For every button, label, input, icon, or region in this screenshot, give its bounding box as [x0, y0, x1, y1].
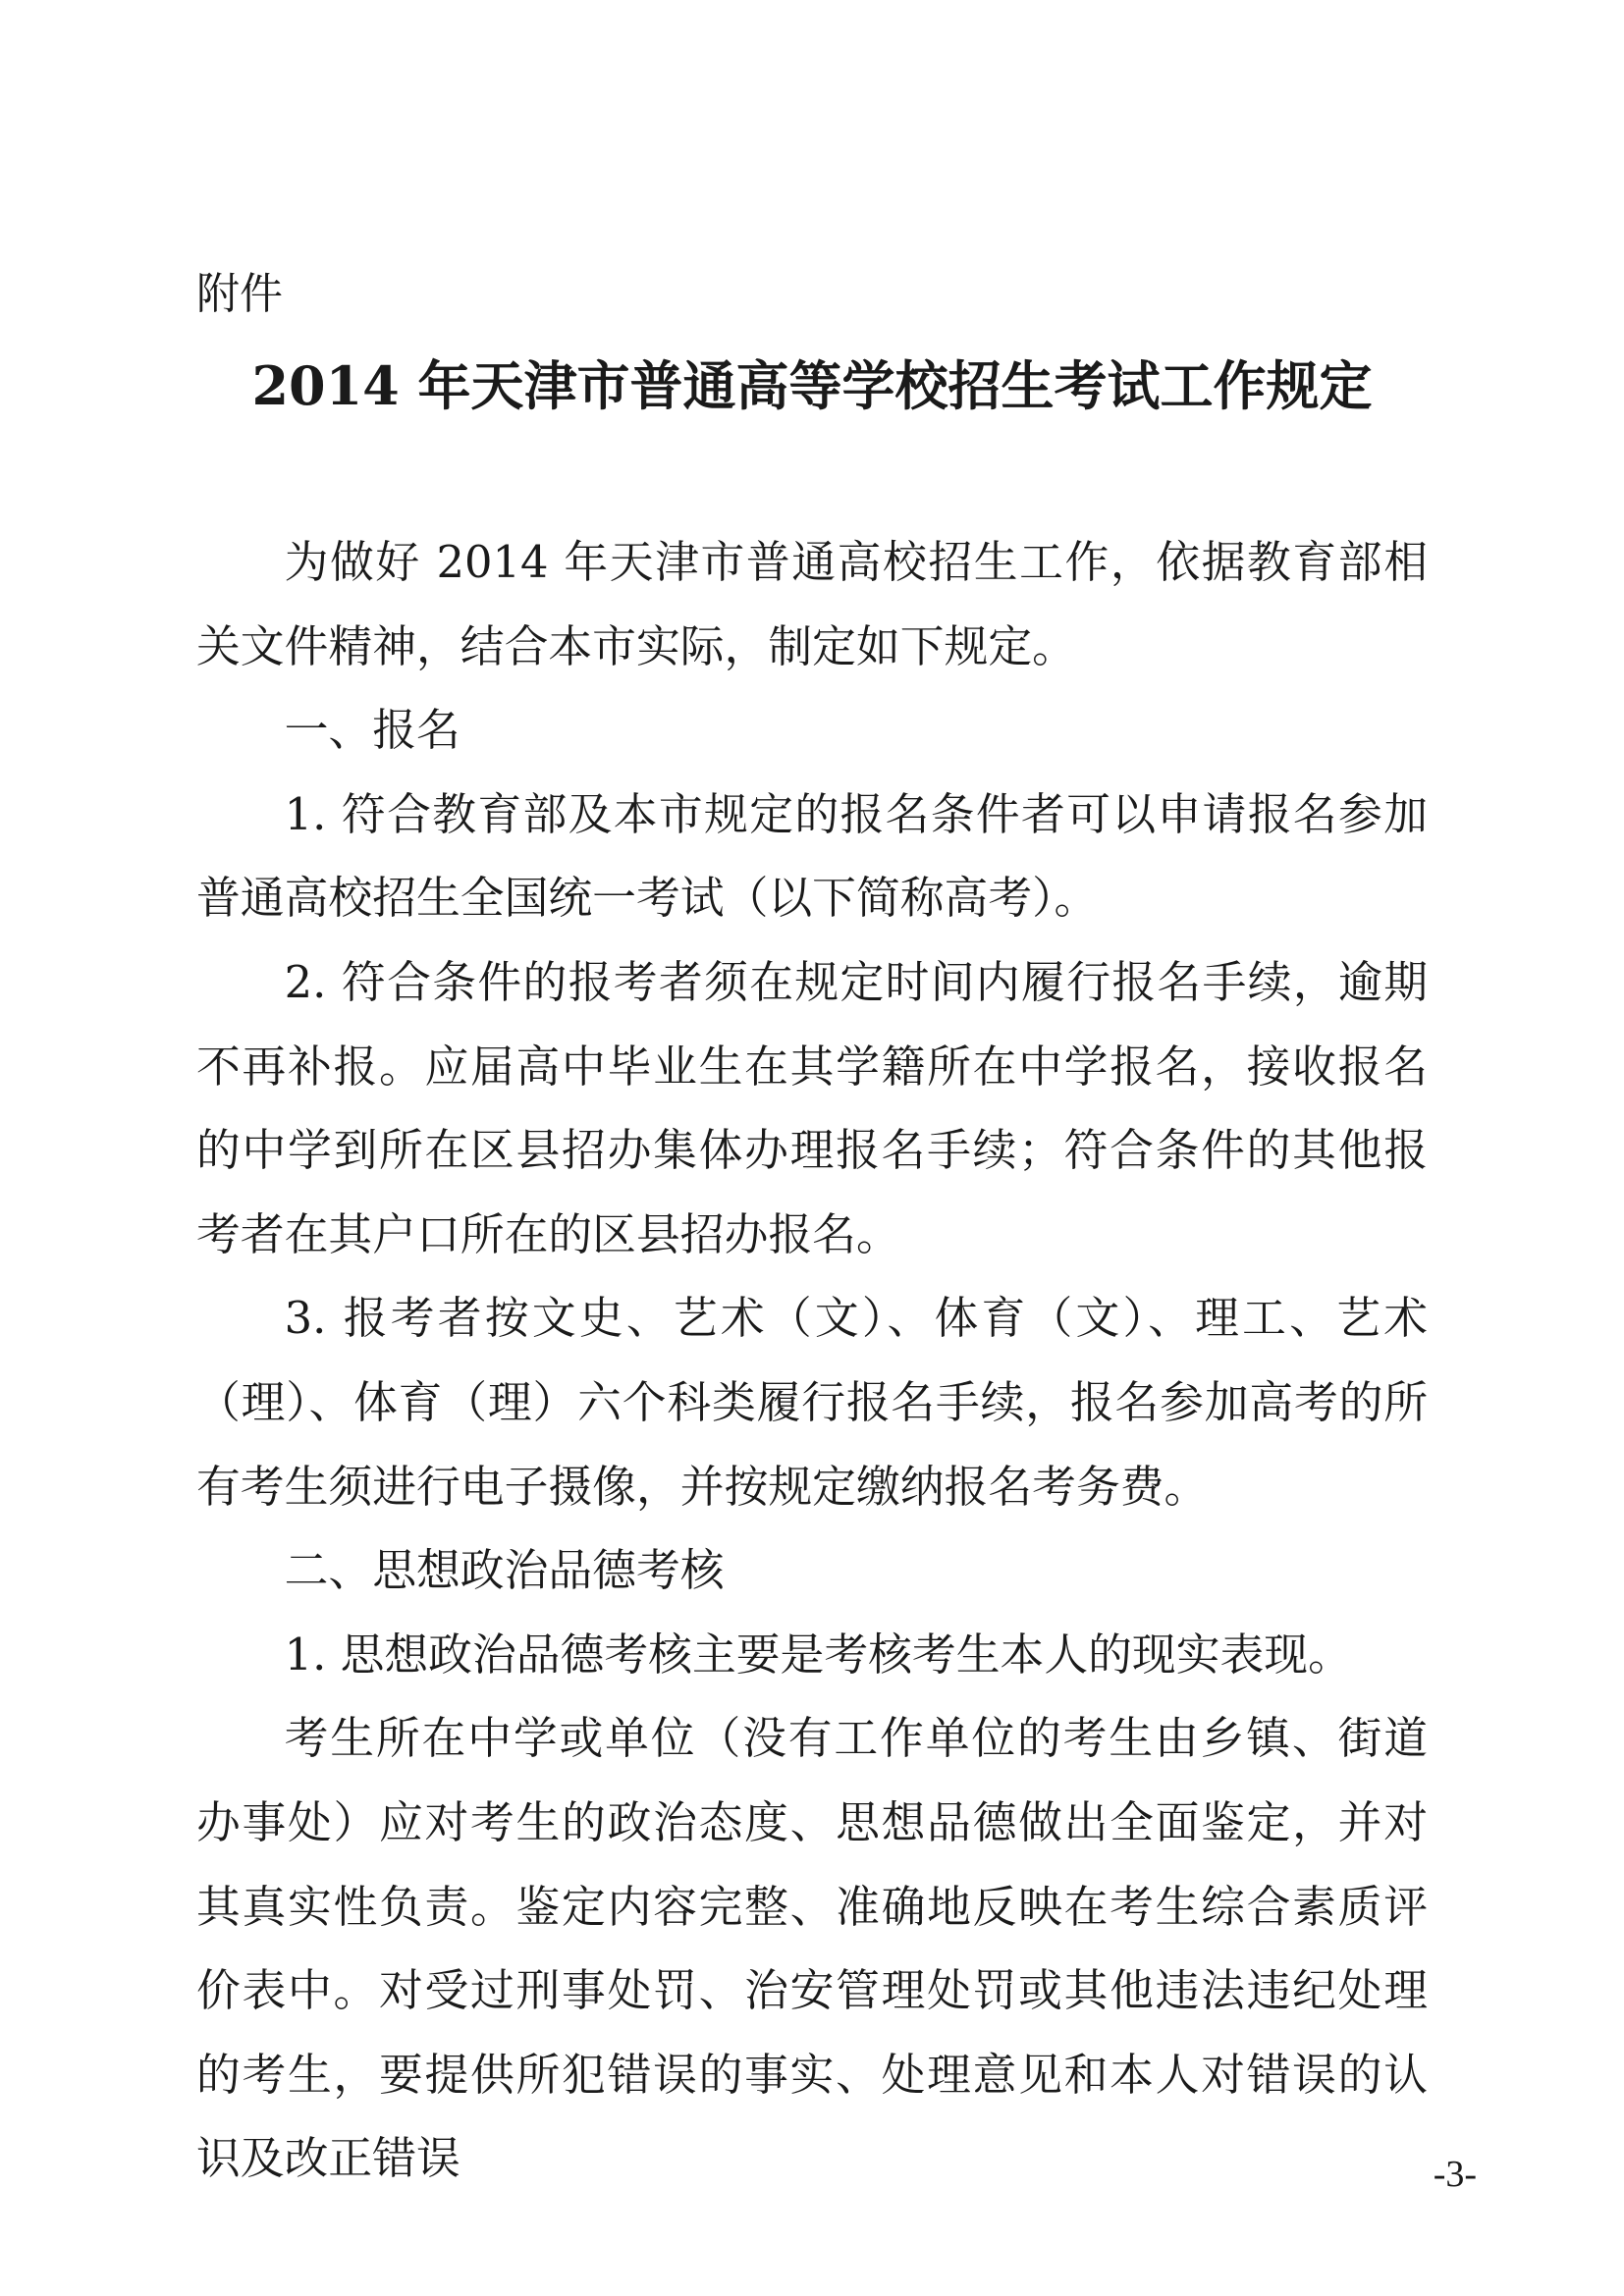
document-title: 2014 年天津市普通高等学校招生考试工作规定: [251, 354, 1373, 417]
paragraph-registration-3: 3. 报考者按文史、艺术（文）、体育（文）、理工、艺术（理）、体育（理）六个科类履行报名手续，报名参加高考的所有考生须进行电子摄像，并按规定缴纳报名考务费。: [196, 1292, 1428, 1513]
paragraph-intro: 为做好 2014 年天津市普通高校招生工作，依据教育部相关文件精神，结合本市实际，制定如下规定。: [196, 536, 1428, 672]
paragraph-registration-1: 1. 符合教育部及本市规定的报名条件者可以申请报名参加普通高校招生全国统一考试（以下简称高考）。: [196, 787, 1428, 925]
paragraph-moral-assessment-1: 1. 思想政治品德考核主要是考核考生本人的现实表现。: [284, 1628, 1352, 1681]
section-heading-moral-assessment: 二、思想政治品德考核: [284, 1544, 725, 1597]
section-heading-registration: 一、报名: [284, 704, 460, 757]
document-body: [196, 520, 1428, 2201]
paragraph-moral-assessment-detail: 考生所在中学或单位（没有工作单位的考生由乡镇、街道办事处）应对考生的政治态度、思想品德做出全面鉴定，并对其真实性负责。鉴定内容完整、准确地反映在考生综合素质评价表中。对受过刑事处罚、治安管理处罚或其他违法违纪处理的考生，要提供所犯错误的事实、处理意见和本人对错误的认识及改正错误: [196, 1712, 1428, 2185]
page-number: -3-: [1433, 2154, 1477, 2195]
attachment-label: 附件: [196, 269, 283, 319]
paragraph-registration-2: 2. 符合条件的报考者须在规定时间内履行报名手续，逾期不再补报。应届高中毕业生在其学籍所在中学报名，接收报名的中学到所在区县招办集体办理报名手续；符合条件的其他报考者在其户口所在的区县招办报名。: [196, 955, 1428, 1260]
